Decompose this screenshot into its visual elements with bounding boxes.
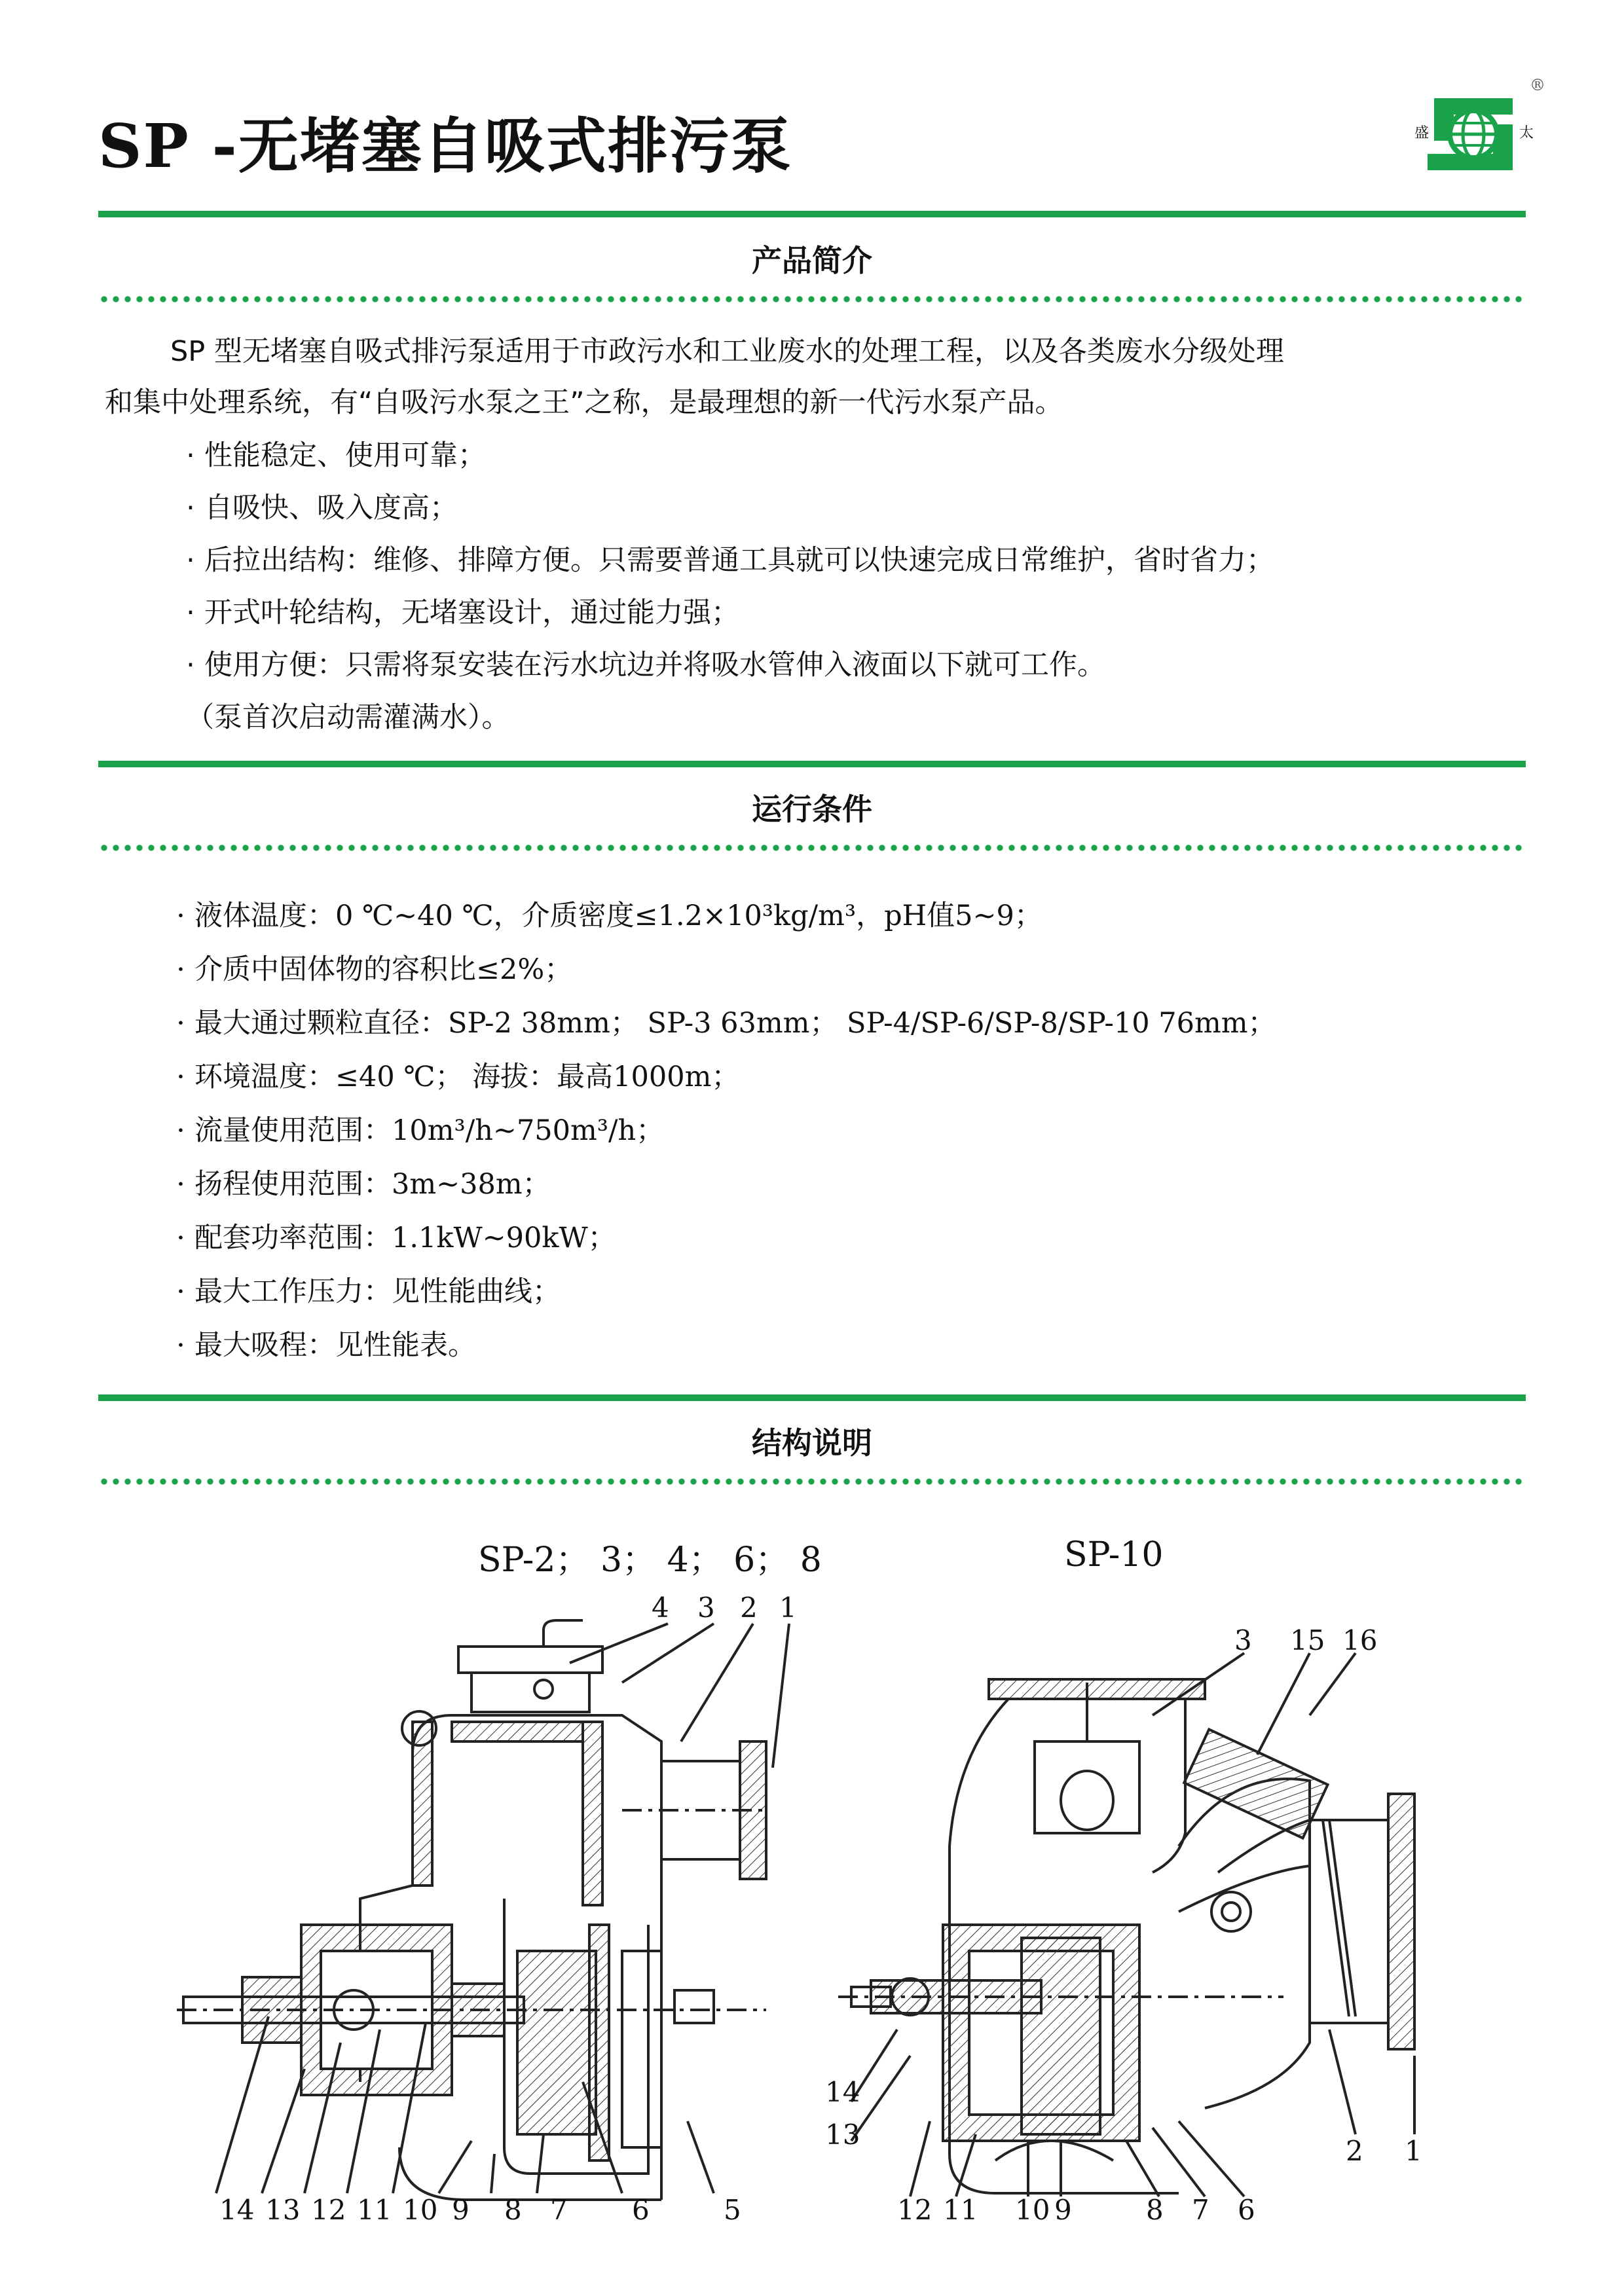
list-item: · 性能稳定、使用可靠； bbox=[177, 429, 1274, 482]
bullet-mark: · bbox=[176, 1329, 185, 1362]
part-label: 11 bbox=[943, 2194, 978, 2226]
intro-bullet-list bbox=[177, 429, 1274, 744]
diagram-right-title: SP-10 bbox=[1064, 1535, 1164, 1575]
bullet-mark: · bbox=[176, 1222, 185, 1254]
part-label: 14 bbox=[825, 2076, 860, 2108]
part-label: 13 bbox=[265, 2194, 301, 2226]
part-label: 12 bbox=[311, 2194, 346, 2226]
part-label: 12 bbox=[897, 2194, 932, 2226]
part-label: 1 bbox=[779, 1592, 797, 1624]
part-label: 8 bbox=[504, 2194, 522, 2226]
part-label: 2 bbox=[740, 1592, 758, 1624]
section-rule-solid bbox=[98, 211, 1526, 217]
part-label: 4 bbox=[652, 1592, 669, 1624]
section-rule-solid bbox=[98, 761, 1526, 767]
section-heading-conditions: 运行条件 bbox=[752, 792, 872, 827]
part-label: 7 bbox=[1192, 2194, 1209, 2226]
part-label: 14 bbox=[219, 2194, 255, 2226]
list-item: · 配套功率范围：1.1kW~90kW； bbox=[167, 1211, 1276, 1265]
part-label: 13 bbox=[825, 2119, 860, 2151]
list-item: · 流量使用范围：10m³/h~750m³/h； bbox=[167, 1104, 1276, 1157]
bullet-mark: · bbox=[186, 439, 195, 472]
registered-mark: ® bbox=[1530, 76, 1545, 94]
page-title: SP -无堵塞自吸式排污泵 bbox=[98, 111, 792, 181]
section-rule-dotted bbox=[98, 845, 1526, 851]
part-label: 9 bbox=[452, 2194, 470, 2226]
part-label: 3 bbox=[1234, 1624, 1252, 1656]
part-label: 15 bbox=[1290, 1624, 1325, 1656]
part-label: 5 bbox=[724, 2194, 741, 2226]
bullet-mark: · bbox=[176, 1007, 185, 1040]
part-label: 6 bbox=[1238, 2194, 1255, 2226]
logo-left-char: 盛 bbox=[1414, 125, 1430, 141]
part-label: 2 bbox=[1346, 2135, 1363, 2167]
intro-note: （泵首次启动需灌满水）。 bbox=[186, 701, 510, 734]
section-rule-solid bbox=[98, 1394, 1526, 1401]
list-item: · 最大吸程：见性能表。 bbox=[167, 1319, 1276, 1372]
bullet-mark: · bbox=[176, 1275, 185, 1308]
logo-right-char: 太 bbox=[1519, 125, 1534, 141]
list-item: · 介质中固体物的容积比≤2%； bbox=[167, 943, 1276, 996]
bullet-mark: · bbox=[186, 649, 195, 682]
bullet-mark: · bbox=[176, 900, 185, 932]
bullet-mark: · bbox=[176, 953, 185, 986]
list-item: · 开式叶轮结构，无堵塞设计，通过能力强； bbox=[177, 587, 1274, 639]
bullet-mark: · bbox=[186, 544, 195, 577]
list-item: · 液体温度：0 ℃~40 ℃，介质密度≤1.2×10³kg/m³，pH值5~9； bbox=[167, 889, 1276, 943]
part-label: 8 bbox=[1146, 2194, 1164, 2226]
list-item: · 自吸快、吸入度高； bbox=[177, 482, 1274, 534]
section-heading-intro: 产品简介 bbox=[752, 243, 872, 278]
bullet-mark: · bbox=[186, 596, 195, 629]
brand-logo bbox=[1414, 72, 1559, 190]
bullet-mark: · bbox=[186, 492, 195, 524]
list-item: · 使用方便：只需将泵安装在污水坑边并将吸水管伸入液面以下就可工作。 bbox=[177, 639, 1274, 691]
section-heading-structure: 结构说明 bbox=[752, 1425, 872, 1461]
part-label: 1 bbox=[1405, 2135, 1422, 2167]
part-label: 10 bbox=[403, 2194, 438, 2226]
diagram-left-sp2-8 bbox=[164, 1584, 819, 2226]
part-label: 3 bbox=[697, 1592, 715, 1624]
bullet-mark: · bbox=[176, 1061, 185, 1093]
section-rule-dotted bbox=[98, 296, 1526, 302]
part-label: 16 bbox=[1342, 1624, 1378, 1656]
section-rule-dotted bbox=[98, 1478, 1526, 1485]
conditions-list bbox=[167, 889, 1276, 1372]
part-label: 10 bbox=[1015, 2194, 1050, 2226]
bullet-mark: · bbox=[176, 1114, 185, 1147]
diagram-right-sp10 bbox=[812, 1584, 1467, 2226]
part-label: 11 bbox=[357, 2194, 392, 2226]
part-label: 7 bbox=[550, 2194, 568, 2226]
diagram-left-title: SP-2； 3； 4； 6； 8 bbox=[478, 1540, 822, 1580]
list-item: · 最大通过颗粒直径：SP-2 38mm； SP-3 63mm； SP-4/SP-6/SP-8/SP-10 76mm； bbox=[167, 996, 1276, 1050]
bullet-mark: · bbox=[176, 1168, 185, 1201]
intro-paragraph-line1: SP 型无堵塞自吸式排污泵适用于市政污水和工业废水的处理工程，以及各类废水分级处理 bbox=[170, 335, 1284, 368]
list-item: · 最大工作压力：见性能曲线； bbox=[167, 1265, 1276, 1319]
intro-paragraph-line2: 和集中处理系统，有“自吸污水泵之王”之称，是最理想的新一代污水泵产品。 bbox=[105, 386, 1063, 419]
list-item: · 扬程使用范围：3m~38m； bbox=[167, 1157, 1276, 1211]
part-label: 9 bbox=[1054, 2194, 1072, 2226]
part-label: 6 bbox=[632, 2194, 650, 2226]
list-item: · 后拉出结构：维修、排障方便。只需要普通工具就可以快速完成日常维护，省时省力； bbox=[177, 534, 1274, 587]
list-item: · 环境温度：≤40 ℃； 海拔：最高1000m； bbox=[167, 1050, 1276, 1104]
